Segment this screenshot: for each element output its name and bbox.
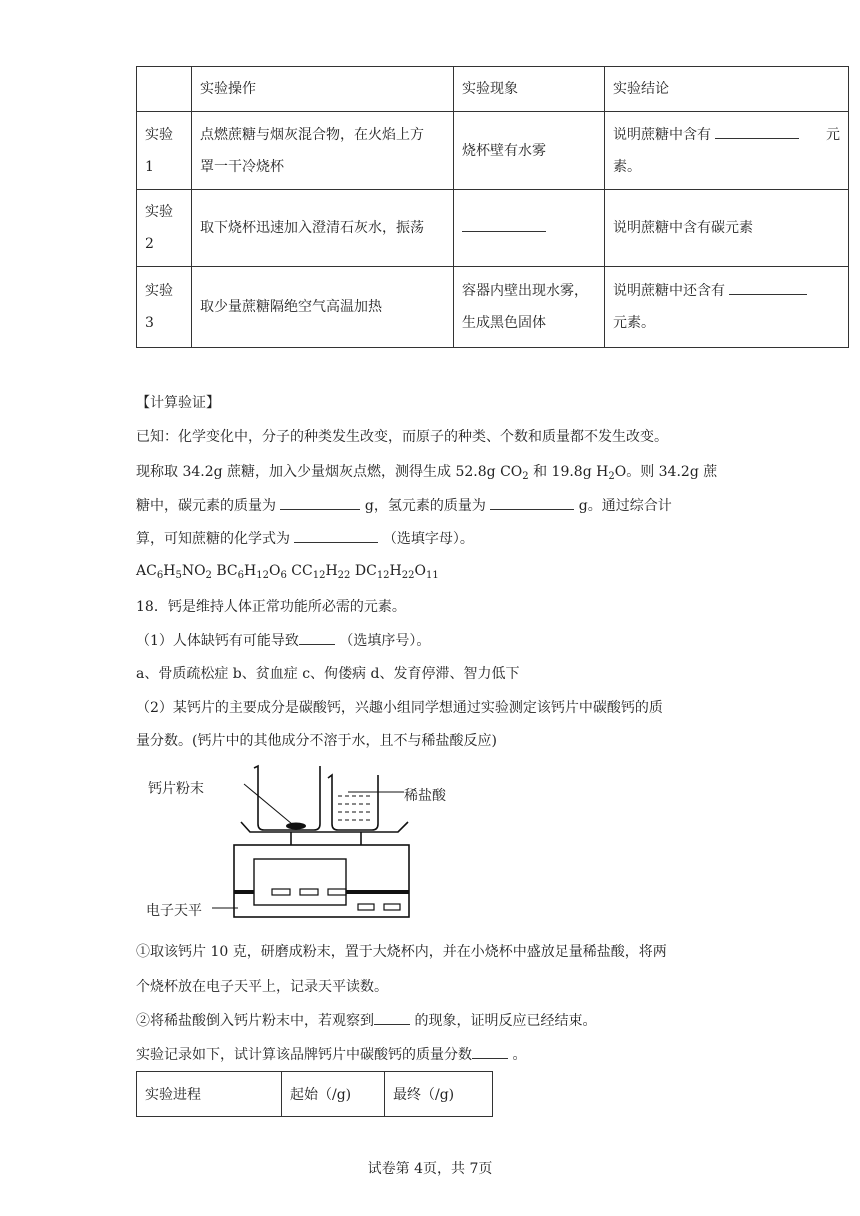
conclusion-cell: 说明蔗糖中还含有 元素。 [605, 267, 849, 348]
text-line: ①取该钙片 10 克，研磨成粉末，置于大烧杯内，并在小烧杯中盛放足量稀盐酸，将两 [136, 944, 667, 960]
text-line: 实验记录如下，试计算该品牌钙片中碳酸钙的质量分数 。 [136, 1044, 526, 1064]
hydrogen-mass-blank[interactable] [490, 495, 574, 510]
text-line: （2）某钙片的主要成分是碳酸钙，兴趣小组同学想通过实验测定该钙片中碳酸钙的质 [136, 700, 663, 716]
carbon-mass-blank[interactable] [280, 495, 360, 510]
table-header-row [137, 67, 849, 112]
answer-blank[interactable] [472, 1044, 508, 1059]
answer-blank[interactable] [374, 1010, 410, 1025]
row-label: 实验 3 [137, 267, 192, 348]
table-header-cell: 实验结论 [605, 67, 849, 112]
small-beaker [328, 775, 378, 830]
text-line: （1）人体缺钙有可能导致 （选填序号）。 [136, 630, 430, 650]
table-header-cell: 最终（/g) [385, 1072, 493, 1117]
text-line: a、骨质疏松症 b、贫血症 c、佝偻病 d、发育停滞、智力低下 [136, 666, 520, 682]
table-header-cell: 实验现象 [454, 67, 605, 112]
text-line: 已知：化学变化中，分子的种类发生改变，而原子的种类、个数和质量都不发生改变。 [136, 429, 668, 445]
formula-blank[interactable] [294, 528, 378, 543]
answer-blank[interactable] [462, 217, 546, 232]
table-header-cell: 实验进程 [137, 1072, 282, 1117]
formula-options [136, 563, 439, 581]
answer-blank[interactable] [729, 280, 807, 295]
answer-blank[interactable] [715, 124, 799, 139]
text-line: 个烧杯放在电子天平上，记录天平读数。 [136, 979, 388, 995]
formula-option: $DC_{12}H_{22}O_{11}$ [350, 563, 439, 581]
balance-figure [146, 758, 446, 928]
formula-option: $CC_{12}H_{22}$ [286, 563, 351, 581]
row-label: 实验 2 [137, 190, 192, 267]
text-line: 糖中，碳元素的质量为 g，氢元素的质量为 g。通过综合计 [136, 495, 672, 515]
experiment-table [136, 66, 849, 348]
powder-label: 钙片粉末 [148, 781, 204, 797]
record-table [136, 1071, 493, 1117]
conclusion-cell: 说明蔗糖中含有 元 素。 [605, 112, 849, 190]
table-row [137, 190, 849, 267]
balance-body [234, 845, 409, 917]
table-header-cell [137, 67, 192, 112]
display-window [254, 859, 346, 905]
balance-label: 电子天平 [146, 903, 202, 919]
acid-label: 稀盐酸 [404, 788, 446, 804]
text-line: 现称取 34.2g 蔗糖，加入少量烟灰点燃，测得生成 52.8g $CO_2$ 和 19.8g $H_2O$。则 34.2g 蔗 [136, 464, 718, 482]
answer-blank[interactable] [299, 630, 335, 645]
operation-cell: 取少量蔗糖隔绝空气高温加热 [192, 267, 454, 348]
operation-cell: 取下烧杯迅速加入澄清石灰水，振荡 [192, 190, 454, 267]
text-line: 算，可知蔗糖的化学式为 （选填字母）。 [136, 528, 474, 548]
phenomenon-cell: 容器内壁出现水雾， 生成黑色固体 [454, 267, 605, 348]
formula-option: $AC_6H_5NO_2$ [136, 563, 212, 581]
text-line: ②将稀盐酸倒入钙片粉末中，若观察到 的现象，证明反应已经结束。 [136, 1010, 596, 1030]
conclusion-cell: 说明蔗糖中含有碳元素 [605, 190, 849, 267]
operation-cell: 点燃蔗糖与烟灰混合物，在火焰上方 罩一干冷烧杯 [192, 112, 454, 190]
row-label: 实验 1 [137, 112, 192, 190]
page-footer: 试卷第 4页，共 7页 [367, 1161, 493, 1177]
text-line: 量分数。(钙片中的其他成分不溶于水，且不与稀盐酸反应) [136, 733, 497, 749]
phenomenon-cell [454, 190, 605, 267]
question-title: 18．钙是维持人体正常功能所必需的元素。 [136, 599, 406, 615]
section-heading: 【计算验证】 [136, 395, 220, 411]
table-header-cell: 起始（/g) [282, 1072, 385, 1117]
table-header-row [137, 1072, 493, 1117]
phenomenon-cell: 烧杯壁有水雾 [454, 112, 605, 190]
table-row [137, 112, 849, 190]
powder-pile [286, 823, 306, 830]
table-row [137, 267, 849, 348]
acid-liquid [338, 796, 372, 820]
formula-option: $BC_6H_{12}O_6$ [211, 563, 287, 581]
table-header-cell: 实验操作 [192, 67, 454, 112]
